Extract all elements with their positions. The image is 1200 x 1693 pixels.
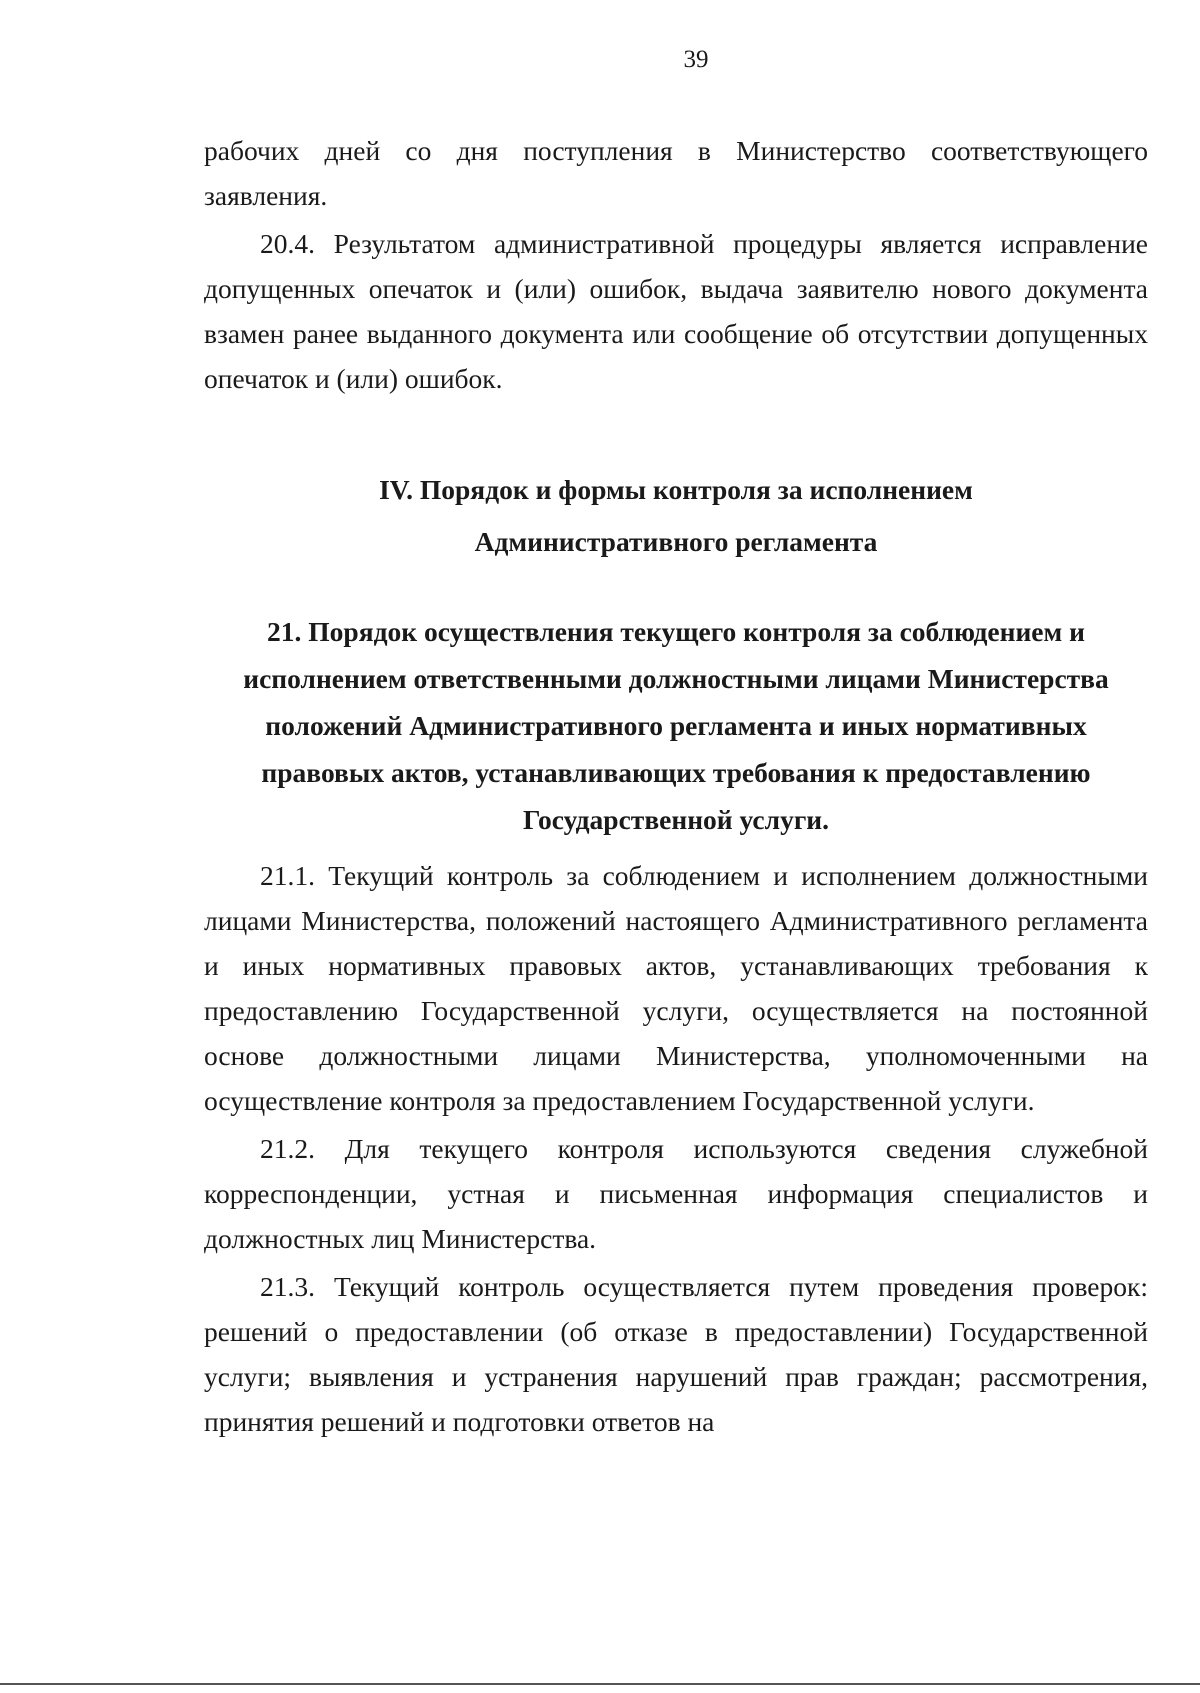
subsection-heading-line: Государственной услуги. [522,804,830,835]
page-bottom-rule [0,1683,1200,1685]
subsection-heading [204,608,1148,843]
paragraph-21-2: 21.2. Для текущего контроля используются сведения служебной корреспонденции, устная и письменная информация специалистов и должностных лиц Министерства. [204,1133,1148,1254]
subsection-heading-line: исполнением ответственными должностными лицами Министерства [243,663,1109,694]
paragraph-20-4: 20.4. Результатом административной процедуры является исправление допущенных опечаток и (или) ошибок, выдача заявителю нового документа взамен ранее выданного документа или сообщение об отсутствии допущенных опечаток и (или) ошибок. [204,228,1148,394]
section-heading [204,464,1148,568]
main-text-block [204,853,1148,1444]
subsection-heading-line: правовых актов, устанавливающих требования к предоставлению [261,757,1091,788]
paragraph-continuation: рабочих дней со дня поступления в Министерство соответствующего заявления. [204,135,1148,211]
page-number: 39 [683,46,709,73]
subsection-heading-line: положений Административного регламента и иных нормативных [265,710,1087,741]
paragraph-21-1: 21.1. Текущий контроль за соблюдением и исполнением должностными лицами Министерства, положений настоящего Административного регламента и иных нормативных правовых актов, устанавливающих требования к предоставлению Государственной услуги, осуществляется на постоянной основе должностными лицами Министерства, уполномоченными на осуществление контроля за предоставлением Государственной услуги. [204,860,1148,1116]
section-heading-line: Административного регламента [474,526,878,557]
section-heading-line: IV. Порядок и формы контроля за исполнением [379,474,973,505]
top-text-block [204,128,1148,401]
subsection-heading-line: 21. Порядок осуществления текущего контроля за соблюдением и [267,616,1085,647]
paragraph-21-3: 21.3. Текущий контроль осуществляется путем проведения проверок: решений о предоставлении (об отказе в предоставлении) Государственной услуги; выявления и устранения нарушений прав граждан; рассмотрения, принятия решений и подготовки ответов на [204,1271,1148,1437]
